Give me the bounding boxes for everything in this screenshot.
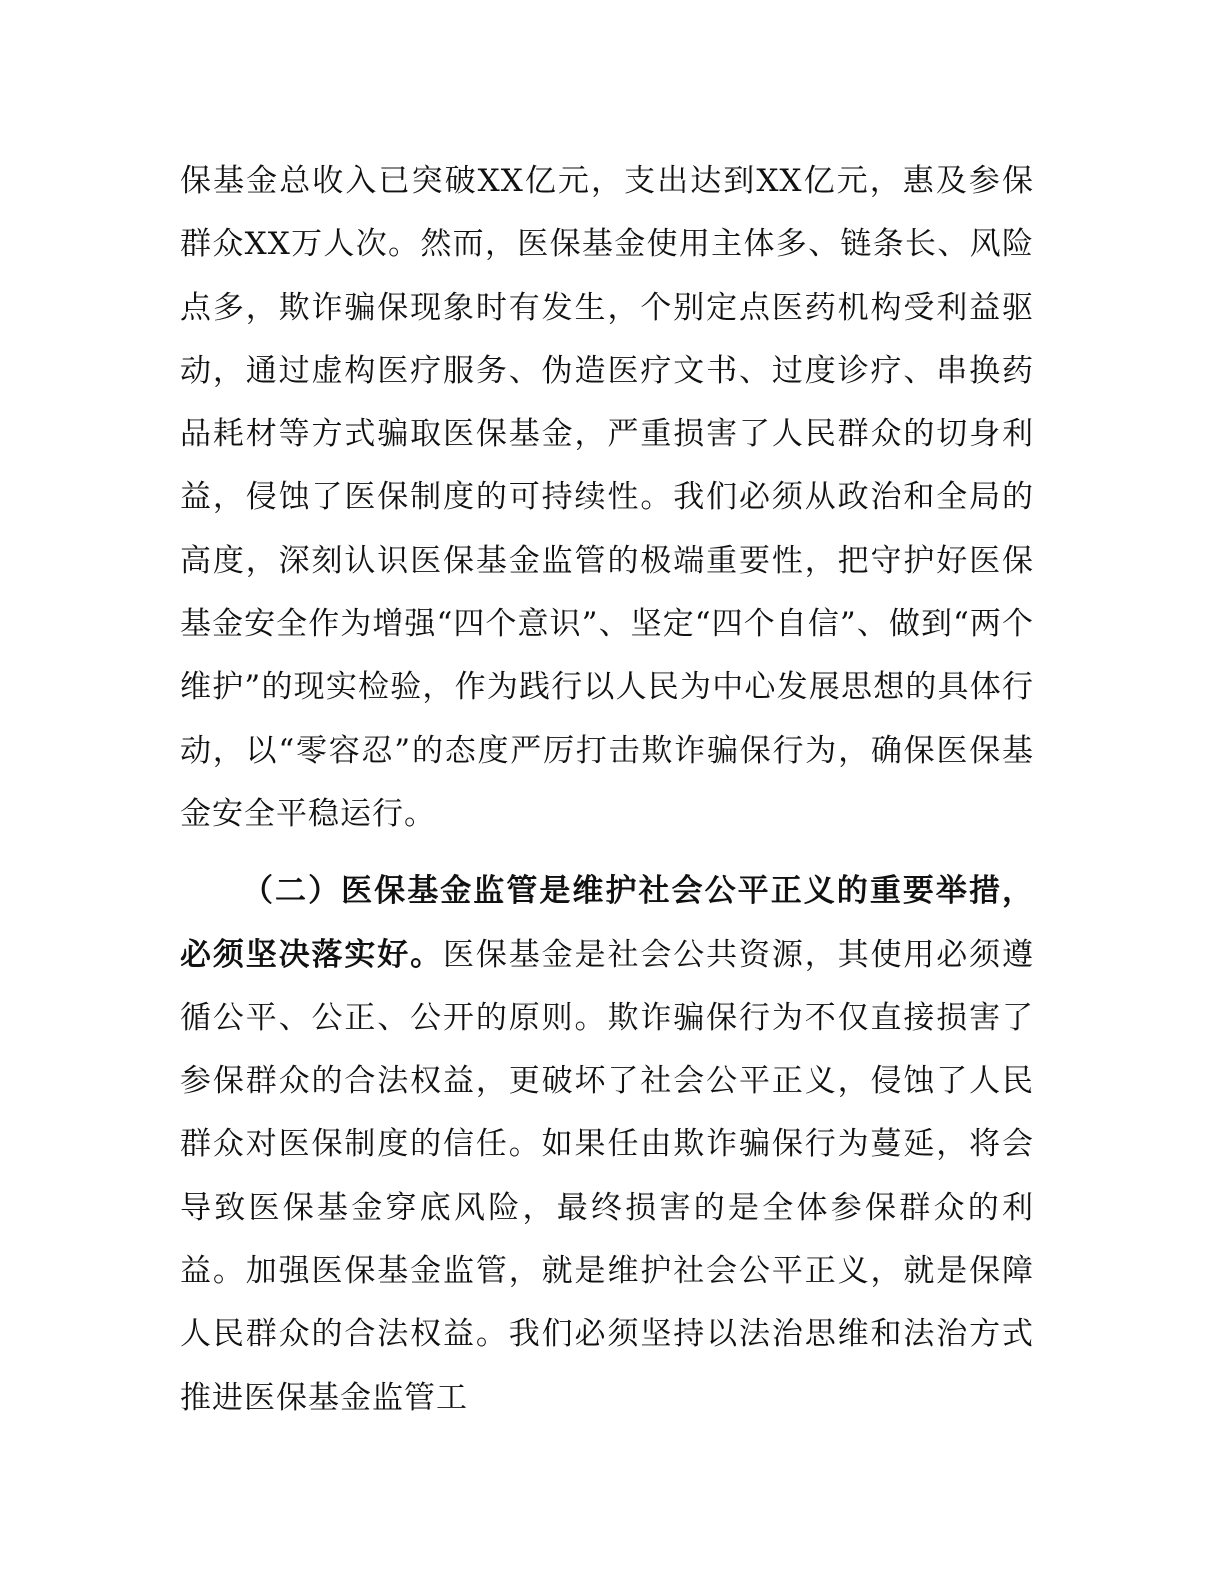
paragraph-2: [180, 860, 1034, 1430]
paragraph-2-text: 医保基金是社会公共资源，其使用必须遵循公平、公正、公开的原则。欺诈骗保行为不仅直接损害了参保群众的合法权益，更破坏了社会公平正义，侵蚀了人民群众对医保制度的信任。如果任由欺诈骗保行为蔓延，将会导致医保基金穿底风险，最终损害的是全体参保群众的利益。加强医保基金监管，就是维护社会公平正义，就是保障人民群众的合法权益。我们必须坚持以法治思维和法治方式推进医保基金监管工: [180, 936, 1035, 1416]
section-heading: （二）医保基金监管是维护社会公平正义的重要举措，必须坚决落实好。: [180, 873, 1034, 973]
paragraph-1-text: 保基金总收入已突破XX亿元，支出达到XX亿元，惠及参保群众XX万人次。然而，医保基金使用主体多、链条长、风险点多，欺诈骗保现象时有发生，个别定点医药机构受利益驱动，通过虚构医疗服务、伪造医疗文书、过度诊疗、串换药品耗材等方式骗取医保基金，严重损害了人民群众的切身利益，侵蚀了医保制度的可持续性。我们必须从政治和全局的高度，深刻认识医保基金监管的极端重要性，把守护好医保基金安全作为增强“四个意识”、坚定“四个自信”、做到“两个维护”的现实检验，作为践行以人民为中心发展思想的具体行动，以“零容忍”的态度严厉打击欺诈骗保行为，确保医保基金安全平稳运行。: [180, 163, 1034, 832]
paragraph-1: [180, 150, 1034, 846]
document-page: [180, 150, 1034, 1430]
